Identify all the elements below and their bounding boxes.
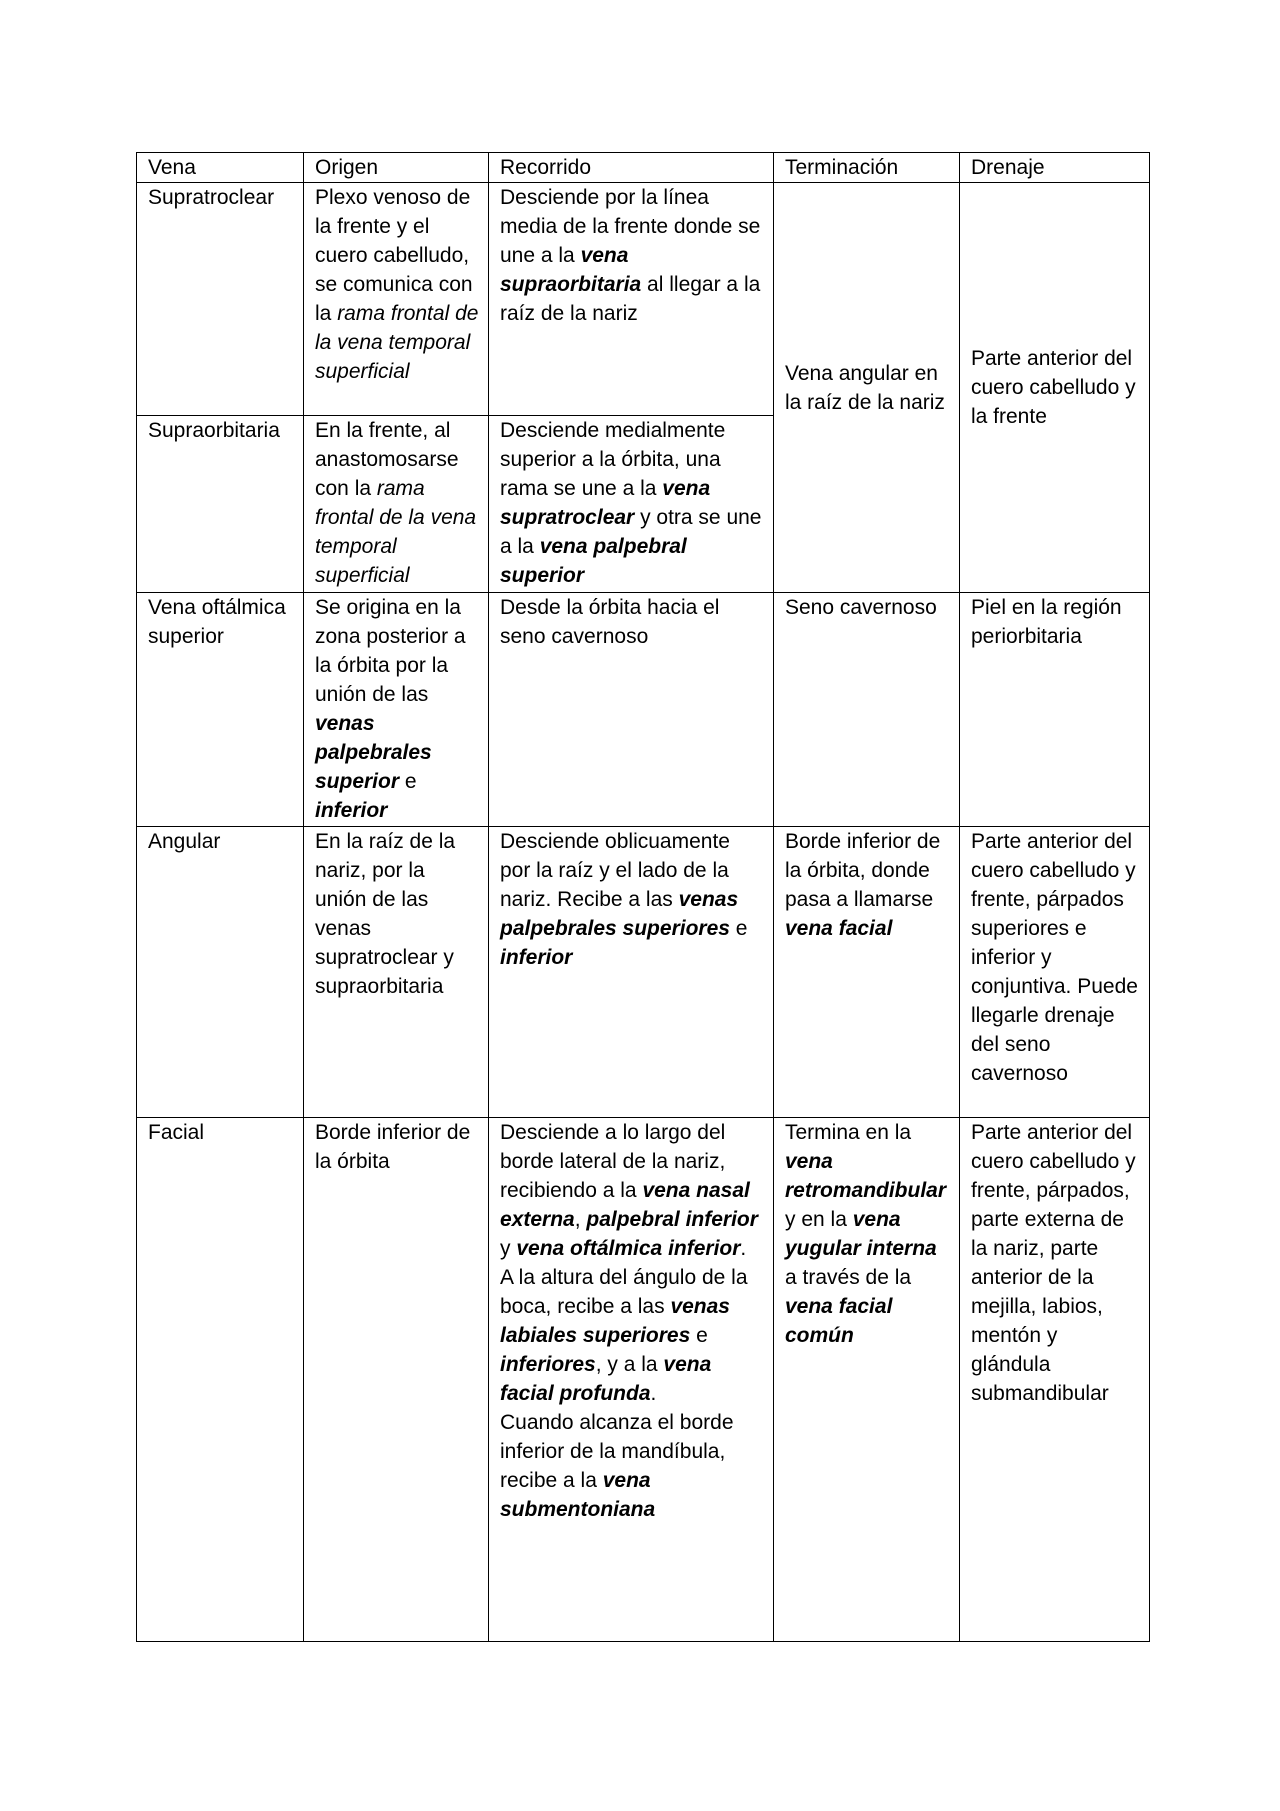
recorrido-cell <box>489 827 774 1118</box>
drenaje-cell: Parte anterior del cuero cabelludo y la frente <box>960 183 1150 593</box>
table-row <box>137 827 1150 1118</box>
cell-text-run: Cuando alcanza el borde inferior de la mandíbula, recibe a la <box>500 1411 734 1492</box>
cell-text-run: e <box>729 917 748 940</box>
cell-text-run: vena submentoniana <box>500 1469 656 1521</box>
cell-text-run: Desciende medialmente superior a la órbita, una rama se une a la <box>500 419 726 500</box>
cell-text-run: , <box>574 1208 587 1231</box>
veins-table <box>136 152 1150 1642</box>
recorrido-cell <box>489 593 774 827</box>
cell-text-run: , y a la <box>595 1353 664 1376</box>
table-row <box>137 593 1150 827</box>
origen-cell <box>304 593 489 827</box>
cell-text-run: Seno cavernoso <box>785 596 937 619</box>
cell-text-run: vena supratroclear <box>500 477 711 529</box>
cell-text-run: En la raíz de la nariz, por la unión de las venas supratroclear y supraorbitaria <box>315 830 456 998</box>
cell-text-run: venas palpebrales superiores <box>500 888 739 940</box>
recorrido-cell <box>489 1118 774 1642</box>
terminacion-cell <box>774 827 960 1118</box>
cell-text-run: vena nasal externa <box>500 1179 750 1231</box>
drenaje-cell: Parte anterior del cuero cabelludo y frente, párpados, parte externa de la nariz, parte anterior de la mejilla, labios, mentón y glándula submandibular <box>960 1118 1150 1642</box>
header-terminacion: Terminación <box>774 153 960 183</box>
origen-cell <box>304 827 489 1118</box>
cell-text-run: vena facial <box>785 917 893 940</box>
origen-cell <box>304 1118 489 1642</box>
cell-text-run: vena oftálmica inferior <box>516 1237 741 1260</box>
cell-text-run: y <box>500 1237 517 1260</box>
cell-text-run: vena retromandibular <box>785 1150 947 1202</box>
vena-name-cell: Supraorbitaria <box>137 416 304 593</box>
cell-text-run: inferiores <box>500 1353 596 1376</box>
vena-name-cell: Facial <box>137 1118 304 1642</box>
drenaje-cell: Parte anterior del cuero cabelludo y frente, párpados superiores e inferior y conjuntiva. Puede llegarle drenaje del seno cavernoso <box>960 827 1150 1118</box>
drenaje-cell: Piel en la región periorbitaria <box>960 593 1150 827</box>
cell-text-run: a través de la <box>785 1266 912 1289</box>
cell-text-run: Borde inferior de la órbita, donde pasa a llamarse <box>785 830 941 911</box>
cell-text-run: e <box>399 770 417 793</box>
cell-text-run: e <box>690 1324 708 1347</box>
cell-text-run: Desciende por la línea media de la frente donde se une a la <box>500 186 761 267</box>
terminacion-cell <box>774 1118 960 1642</box>
origen-cell <box>304 416 489 593</box>
terminacion-cell: Vena angular en la raíz de la nariz <box>774 183 960 593</box>
cell-text-run: A la altura del ángulo de la boca, recibe a las <box>500 1266 748 1318</box>
header-vena: Vena <box>137 153 304 183</box>
table-row <box>137 183 1150 416</box>
header-origen: Origen <box>304 153 489 183</box>
cell-text-run: al llegar a la raíz de la nariz <box>500 273 761 325</box>
cell-text-run: . <box>740 1237 747 1260</box>
recorrido-cell <box>489 183 774 416</box>
cell-text-run: y otra se une a la <box>500 506 762 558</box>
cell-text-run: palpebral inferior <box>586 1208 758 1231</box>
cell-text-run: Desde la órbita hacia el seno cavernoso <box>500 596 720 648</box>
cell-text-run: Se origina en la zona posterior a la órbita por la unión de las <box>315 596 466 706</box>
cell-text-run: venas labiales superiores <box>500 1295 730 1347</box>
cell-text-run: y en la <box>785 1208 853 1231</box>
cell-text-run: vena facial profunda <box>500 1353 712 1405</box>
table-header-row <box>137 153 1150 183</box>
cell-text-run: vena yugular interna <box>785 1208 937 1260</box>
vena-name-cell: Supratroclear <box>137 183 304 416</box>
recorrido-cell <box>489 416 774 593</box>
cell-text-run: vena supraorbitaria <box>500 244 642 296</box>
cell-text-run: venas palpebrales superior <box>315 712 432 793</box>
cell-text-run: Termina en la <box>785 1121 912 1144</box>
cell-text-run: Borde inferior de la órbita <box>315 1121 471 1173</box>
origen-cell <box>304 183 489 416</box>
cell-text-run: Plexo venoso de la frente y el cuero cabelludo, se comunica con la <box>315 186 473 325</box>
terminacion-cell <box>774 593 960 827</box>
cell-text-run: . <box>650 1382 657 1405</box>
table-row <box>137 1118 1150 1642</box>
header-drenaje: Drenaje <box>960 153 1150 183</box>
cell-text-run: vena facial común <box>785 1295 893 1347</box>
cell-text-run: Desciende a lo largo del borde lateral de la nariz, recibiendo a la <box>500 1121 726 1202</box>
vena-name-cell: Vena oftálmica superior <box>137 593 304 827</box>
cell-text-run: inferior <box>500 946 573 969</box>
cell-text-run: En la frente, al anastomosarse con la <box>315 419 459 500</box>
cell-text-run: vena palpebral superior <box>500 535 687 587</box>
header-recorrido: Recorrido <box>489 153 774 183</box>
cell-text-run: rama frontal de la vena temporal superficial <box>315 477 477 587</box>
cell-text-run: Desciende oblicuamente por la raíz y el lado de la nariz. Recibe a las <box>500 830 730 911</box>
cell-text-run: inferior <box>315 799 388 822</box>
vena-name-cell: Angular <box>137 827 304 1118</box>
cell-text-run: rama frontal de la vena temporal superficial <box>315 302 479 383</box>
